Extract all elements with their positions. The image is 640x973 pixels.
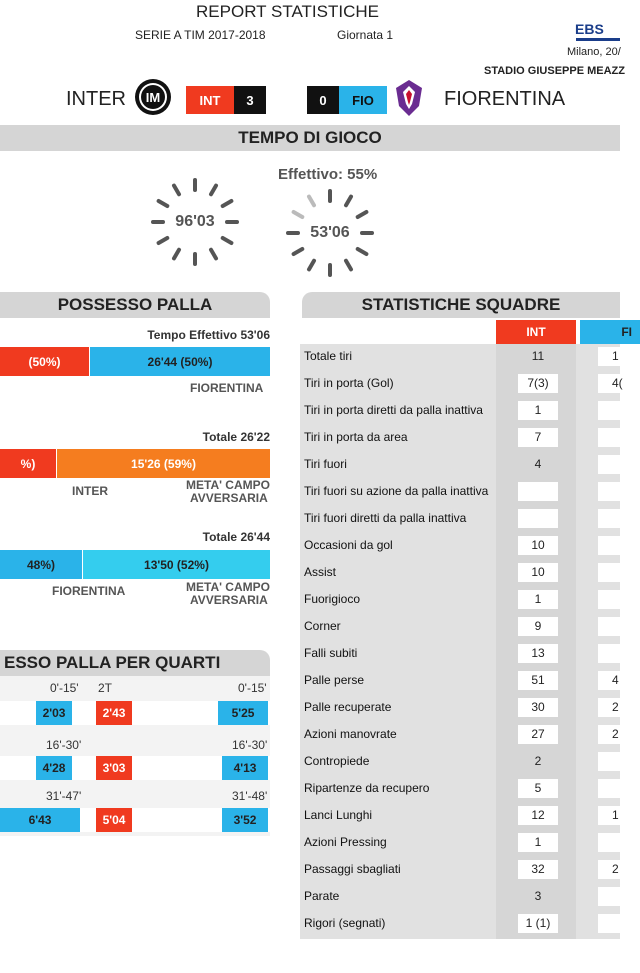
stats-row-away-value xyxy=(598,563,638,582)
stats-row-home-value: 1 (1) xyxy=(518,914,558,933)
stats-row-away-value xyxy=(598,617,638,636)
stats-row xyxy=(300,641,620,668)
stats-row xyxy=(300,371,623,398)
stats-row-label: Tiri in porta diretti da palla inattiva xyxy=(304,403,483,417)
stats-row xyxy=(300,722,620,749)
matchday: Giornata 1 xyxy=(337,28,394,42)
q1-left-time: 0'-15' xyxy=(50,681,79,695)
q2-right-time: 16'-30' xyxy=(232,738,268,752)
stats-row-home-value: 10 xyxy=(518,563,558,582)
stats-header: STATISTICHE SQUADRE xyxy=(302,292,620,318)
q3-left-time: 31'-47' xyxy=(46,789,82,803)
stats-row-away-value: 2 xyxy=(598,860,638,879)
stats-row-away-value xyxy=(598,509,638,528)
stats-row-home-value: 32 xyxy=(518,860,558,879)
report-title: REPORT STATISTICHE xyxy=(196,2,379,21)
stats-row-home-value: 2 xyxy=(534,754,542,768)
stats-row xyxy=(300,884,620,911)
stats-row-label: Parate xyxy=(304,889,340,903)
stats-col-home: INT xyxy=(496,320,576,344)
stats-row xyxy=(300,614,620,641)
stats-col-away: FI xyxy=(580,320,640,344)
possesso-home-bar: (50%) xyxy=(0,347,89,376)
match-date-place: Milano, 20/ xyxy=(567,46,621,58)
possesso-header: POSSESSO PALLA xyxy=(0,292,270,318)
stats-row-away-value: 1 xyxy=(598,347,638,366)
stats-row xyxy=(300,533,620,560)
q1-right-val: 5'25 xyxy=(218,701,268,725)
stats-row xyxy=(300,857,620,884)
q3-right-val: 3'52 xyxy=(222,808,268,832)
stats-row xyxy=(300,803,620,830)
home-own-half-bar: %) xyxy=(0,449,56,478)
home-half-total: Totale 26'22 xyxy=(202,430,270,444)
stats-row-label: Passaggi sbagliati xyxy=(304,862,401,876)
ebs-logo-icon xyxy=(575,22,625,36)
stats-row-label: Palle recuperate xyxy=(304,700,392,714)
total-time: 96'03 xyxy=(175,213,215,230)
possesso-effective-label: Tempo Effettivo 53'06 xyxy=(147,328,270,342)
stats-row-label: Ripartenze da recupero xyxy=(304,781,430,795)
away-half-caption-right-1: META' CAMPO xyxy=(186,580,270,594)
stats-row-label: Tiri fuori xyxy=(304,457,347,471)
tempo-header: TEMPO DI GIOCO xyxy=(0,125,620,151)
stats-row-away-value xyxy=(598,590,638,609)
stats-row-label: Tiri in porta da area xyxy=(304,430,408,444)
possesso-away-caption: FIORENTINA xyxy=(190,381,264,395)
stats-row-away-value: 1 xyxy=(598,806,638,825)
away-own-half-bar: 48%) xyxy=(0,550,82,579)
stats-row xyxy=(300,506,620,533)
stats-row-away-value xyxy=(598,779,638,798)
stats-row-home-value: 11 xyxy=(531,349,545,363)
logo-underline xyxy=(576,38,620,41)
stats-row-label: Assist xyxy=(304,565,337,579)
q1-left-val: 2'03 xyxy=(36,701,72,725)
stats-row-home-value: 7 xyxy=(518,428,558,447)
quarti-header: ESSO PALLA PER QUARTI xyxy=(0,650,270,676)
q1-mid-val: 2'43 xyxy=(96,701,132,725)
stats-row-home-value: 3 xyxy=(534,889,542,903)
stats-row-away-value xyxy=(598,833,638,852)
q2-left-val: 4'28 xyxy=(36,756,72,780)
stats-row-home-value: 1 xyxy=(518,401,558,420)
effective-time: 53'06 xyxy=(310,224,350,241)
q3-left-val: 6'43 xyxy=(0,808,80,832)
stats-row-away-value xyxy=(598,752,638,771)
stats-row-home-value: 9 xyxy=(518,617,558,636)
stats-row-label: Corner xyxy=(304,619,341,633)
stats-row-home-value: 30 xyxy=(518,698,558,717)
stats-row-home-value: 12 xyxy=(518,806,558,825)
stats-row-label: Occasioni da gol xyxy=(304,538,393,552)
stats-row-label: Azioni Pressing xyxy=(304,835,387,849)
effective-percent: Effettivo: 55% xyxy=(278,166,378,183)
stats-row xyxy=(300,344,620,371)
svg-text:EBS: EBS xyxy=(575,21,604,37)
stats-row xyxy=(300,425,620,452)
stats-row-away-value xyxy=(598,644,638,663)
stats-row xyxy=(300,398,620,425)
stats-row xyxy=(300,668,620,695)
stats-row xyxy=(300,560,620,587)
half-label: 2T xyxy=(98,681,113,695)
stats-row xyxy=(300,479,620,506)
stats-row-home-value: 13 xyxy=(518,644,558,663)
stats-row-label: Palle perse xyxy=(304,673,365,687)
away-team-name: FIORENTINA xyxy=(444,88,566,110)
stats-row-home-value xyxy=(518,482,558,501)
q2-right-val: 4'13 xyxy=(222,756,268,780)
stats-row-home-value: 4 xyxy=(534,457,542,471)
stats-row-label: Lanci Lunghi xyxy=(304,808,373,822)
inter-crest-icon xyxy=(134,78,172,116)
stats-row-away-value: 4( xyxy=(598,374,638,393)
away-code: FIO xyxy=(339,86,387,114)
q1-right-time: 0'-15' xyxy=(238,681,267,695)
stats-row-home-value: 27 xyxy=(518,725,558,744)
stats-row-label: Totale tiri xyxy=(304,349,353,363)
home-score: 3 xyxy=(234,86,266,114)
stats-row-away-value xyxy=(598,887,638,906)
away-half-total: Totale 26'44 xyxy=(202,530,270,544)
stats-row xyxy=(300,695,620,722)
stats-row xyxy=(300,749,620,776)
stats-row xyxy=(300,776,620,803)
stats-row-home-value xyxy=(518,509,558,528)
stats-row-away-value xyxy=(598,401,638,420)
stats-row xyxy=(300,452,620,479)
away-half-caption-right-2: AVVERSARIA xyxy=(190,593,268,607)
stats-row xyxy=(300,911,620,938)
stats-row-label: Falli subiti xyxy=(304,646,358,660)
q3-mid-val: 5'04 xyxy=(96,808,132,832)
home-half-caption-right-2: AVVERSARIA xyxy=(190,491,268,505)
stats-row-away-value: 2 xyxy=(598,698,638,717)
stats-row xyxy=(300,587,620,614)
away-opp-half-bar: 13'50 (52%) xyxy=(83,550,270,579)
stats-row-away-value xyxy=(598,482,638,501)
q3-right-time: 31'-48' xyxy=(232,789,268,803)
stats-row-away-value xyxy=(598,428,638,447)
stats-row-home-value: 10 xyxy=(518,536,558,555)
home-opp-half-bar: 15'26 (59%) xyxy=(57,449,270,478)
home-half-caption: INTER xyxy=(72,484,108,498)
possesso-away-bar: 26'44 (50%) xyxy=(90,347,270,376)
stats-row-label: Tiri in porta (Gol) xyxy=(304,376,394,390)
home-half-caption-right-1: META' CAMPO xyxy=(186,478,270,492)
stats-row-home-value: 51 xyxy=(518,671,558,690)
stats-row-label: Fuorigioco xyxy=(304,592,361,606)
stats-row-home-value: 7(3) xyxy=(518,374,558,393)
stats-row-away-value xyxy=(598,914,638,933)
stadium-name: STADIO GIUSEPPE MEAZZ xyxy=(484,65,625,77)
stats-row xyxy=(300,830,620,857)
stats-row-home-value: 1 xyxy=(518,833,558,852)
stats-row-label: Rigori (segnati) xyxy=(304,916,386,930)
q2-mid-val: 3'03 xyxy=(96,756,132,780)
stats-row-home-value: 1 xyxy=(518,590,558,609)
stats-row-label: Azioni manovrate xyxy=(304,727,397,741)
stats-row-away-value: 2 xyxy=(598,725,638,744)
away-score: 0 xyxy=(307,86,339,114)
stats-row-label: Tiri fuori diretti da palla inattiva xyxy=(304,511,467,525)
stats-row-away-value xyxy=(598,536,638,555)
q2-left-time: 16'-30' xyxy=(46,738,82,752)
fiorentina-crest-icon xyxy=(392,78,426,118)
league-name: SERIE A TIM 2017-2018 xyxy=(135,28,266,42)
svg-text:IM: IM xyxy=(145,90,161,105)
stats-row-home-value: 5 xyxy=(518,779,558,798)
home-code: INT xyxy=(186,86,234,114)
stats-row-away-value: 4 xyxy=(598,671,638,690)
home-team-name: INTER xyxy=(66,88,126,110)
stats-row-label: Contropiede xyxy=(304,754,370,768)
away-half-caption: FIORENTINA xyxy=(52,584,126,598)
stats-row-away-value xyxy=(598,455,638,474)
stats-row-label: Tiri fuori su azione da palla inattiva xyxy=(304,484,489,498)
